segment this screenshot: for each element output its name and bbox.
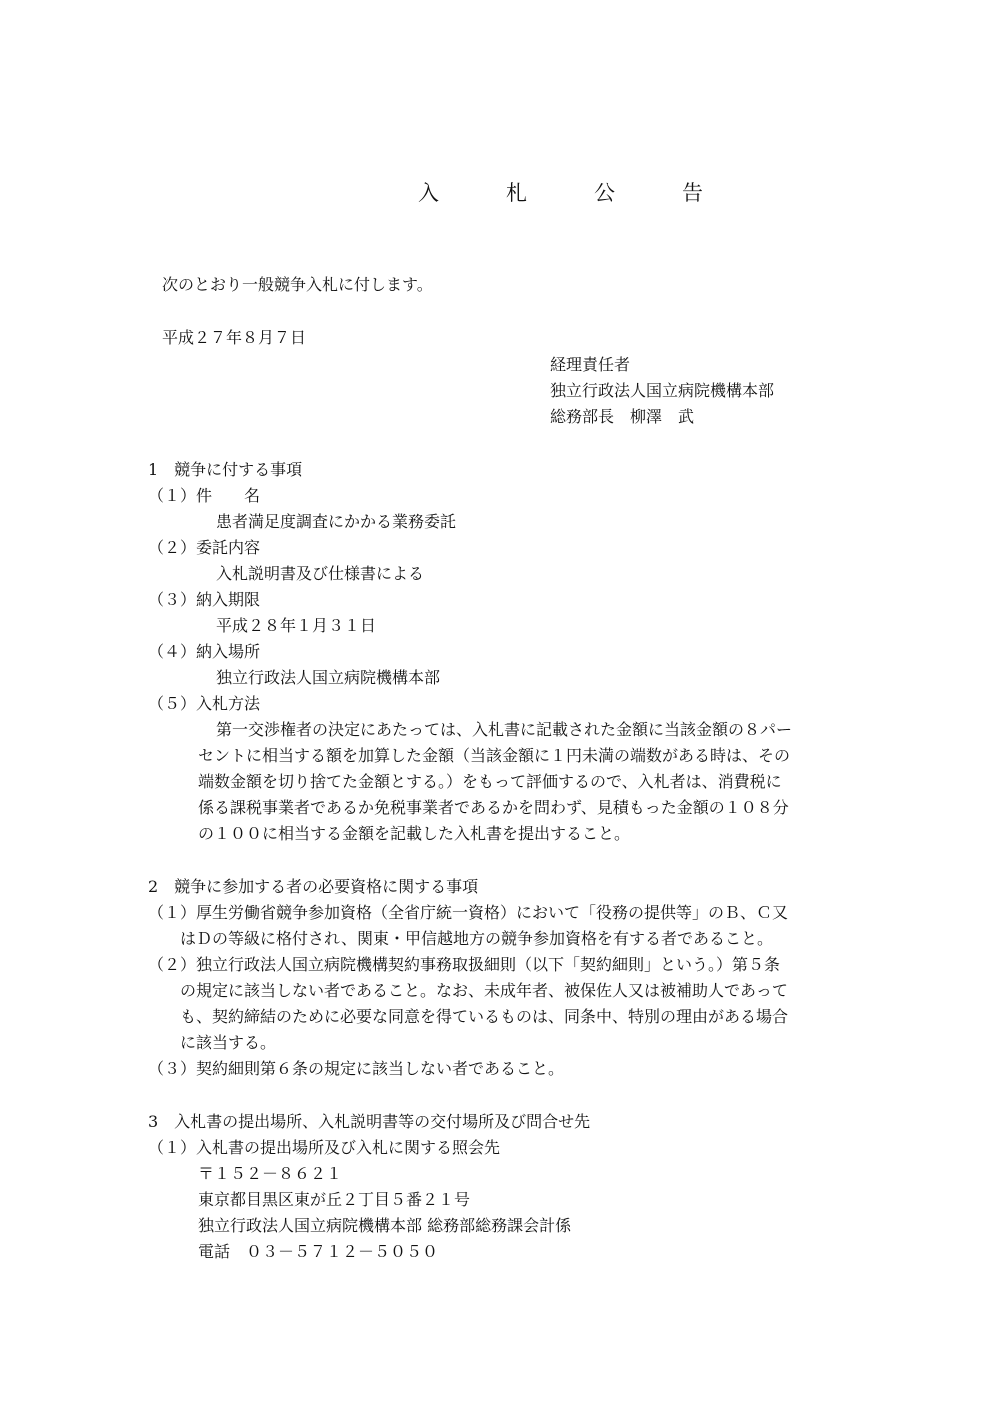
department: 独立行政法人国立病院機構本部 総務部総務課会計係 (198, 1216, 572, 1235)
bid-method-line: 第一交渉権者の決定にあたっては、入札書に記載された金額に当該金額の８パー (216, 720, 793, 739)
bid-method-line: 係る課税事業者であるか免税事業者であるかを問わず、見積もった金額の１０８分 (198, 798, 789, 817)
item-label-contract-content: （２）委託内容 (148, 538, 261, 557)
document-title: 入 札 公 告 (418, 181, 726, 205)
qualification-line: （３）契約細則第６条の規定に該当しない者であること。 (148, 1059, 565, 1078)
qualification-line: はＤの等級に格付され、関東・甲信越地方の競争参加資格を有する者であること。 (180, 929, 773, 948)
issuer-name: 総務部長 柳澤 武 (550, 407, 695, 426)
qualification-line: も、契約締結のために必要な同意を得ているものは、同条中、特別の理由がある場合 (180, 1007, 789, 1026)
bid-method-line: の１００に相当する金額を記載した入札書を提出すること。 (198, 824, 631, 843)
section-2-heading: 2 競争に参加する者の必要資格に関する事項 (148, 877, 479, 896)
section-1-heading: 1 競争に付する事項 (148, 460, 303, 479)
issuer-organization: 独立行政法人国立病院機構本部 (550, 381, 775, 400)
item-label-deadline: （３）納入期限 (148, 590, 261, 609)
issue-date: 平成２７年８月７日 (162, 328, 307, 347)
item-label-delivery-place: （４）納入場所 (148, 642, 261, 661)
item-label-subject: （１）件 名 (148, 486, 261, 505)
postal-code: 〒１５２－８６２１ (198, 1164, 343, 1183)
item-value-deadline: 平成２８年１月３１日 (216, 616, 377, 635)
qualification-line: の規定に該当しない者であること。なお、未成年者、被保佐人又は被補助人であって (180, 981, 788, 1000)
intro-text: 次のとおり一般競争入札に付します。 (162, 275, 433, 294)
item-value-contract-content: 入札説明書及び仕様書による (216, 564, 425, 583)
bid-method-line: 端数金額を切り捨てた金額とする。）をもって評価するので、入札者は、消費税に (198, 772, 782, 791)
issuer-role: 経理責任者 (550, 355, 631, 374)
bid-method-line: セントに相当する額を加算した金額（当該金額に１円未満の端数がある時は、その (198, 746, 791, 765)
item-label-submission-place: （１）入札書の提出場所及び入札に関する照会先 (148, 1138, 501, 1157)
item-value-delivery-place: 独立行政法人国立病院機構本部 (216, 668, 441, 687)
item-label-bid-method: （５）入札方法 (148, 694, 261, 713)
section-3-heading: 3 入札書の提出場所、入札説明書等の交付場所及び問合せ先 (148, 1112, 591, 1131)
phone-number: 電話 ０３－５７１２－５０５０ (198, 1242, 439, 1261)
item-value-subject: 患者満足度調査にかかる業務委託 (216, 512, 457, 531)
qualification-line: に該当する。 (180, 1033, 277, 1052)
qualification-line: （１）厚生労働省競争参加資格（全省庁統一資格）において「役務の提供等」のＢ、Ｃ又 (148, 903, 789, 922)
address: 東京都目黒区東が丘２丁目５番２１号 (198, 1190, 471, 1209)
qualification-line: （２）独立行政法人国立病院機構契約事務取扱細則（以下「契約細則」という。）第５条 (148, 955, 781, 974)
